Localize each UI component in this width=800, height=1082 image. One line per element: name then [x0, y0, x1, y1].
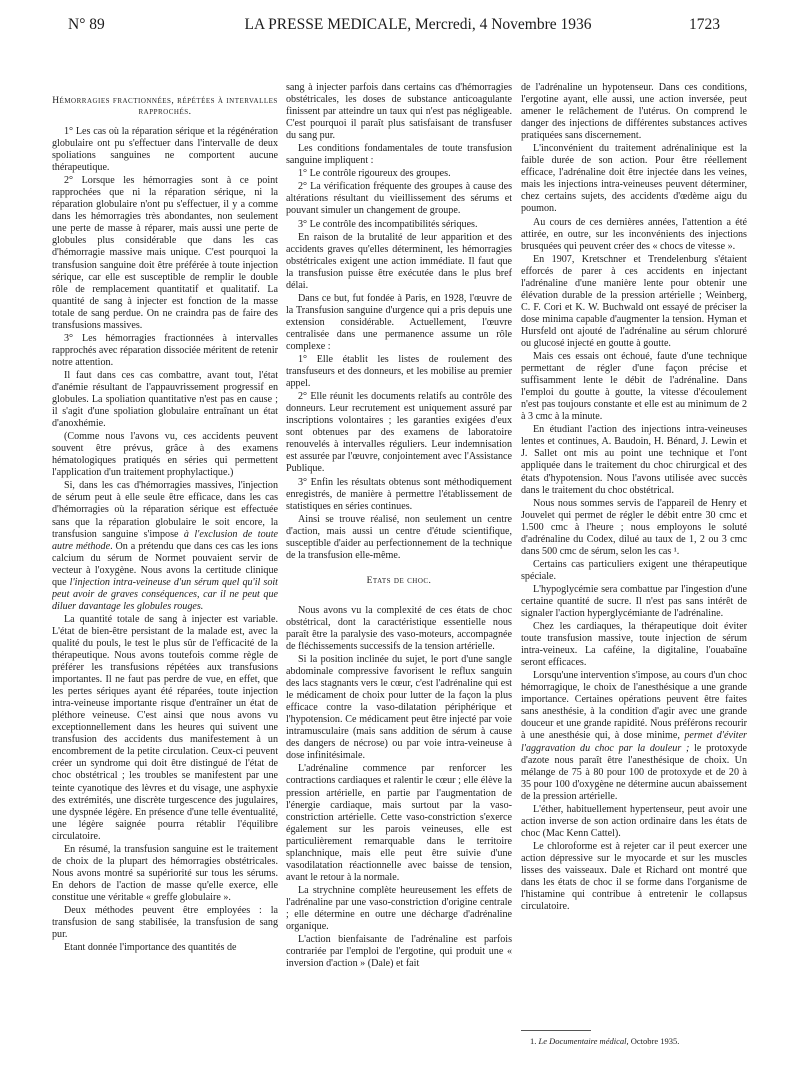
- paragraph: L'hypoglycémie sera combattue par l'ingestion d'une certaine quantité de sucre. Il n'est pas sans intérêt de signaler l'action hyperglycémiante de l'adrénaline.: [521, 583, 747, 620]
- paragraph: Les conditions fondamentales de toute transfusion sanguine impliquent :: [286, 143, 512, 167]
- italic-text: permet d'éviter l'aggravation du choc par la douleur ;: [521, 730, 747, 754]
- section-heading: Etats de choc.: [366, 575, 432, 586]
- publication-title: LA PRESSE MEDICALE, Mercredi, 4 Novembre 1936: [244, 16, 592, 33]
- paragraph: (Comme nous l'avons vu, ces accidents peuvent souvent être prévus, grâce à des examens hématologiques pratiqués en séries qui permettent l'application d'un traitement prophylactique.): [52, 431, 278, 479]
- text-run: Lorsqu'une intervention s'impose, au cours d'un choc hémorragique, le choix de l'anesthésique a une grande importance. Certaines opérations peuvent être faites sans anesthésie, à la condition d'agir avec une grande douceur et une grande rapidité. Nous préférons recourir à une anesthésie qui, à dose minime,: [521, 670, 747, 742]
- paragraph: La quantité totale de sang à injecter est variable. L'état de bien-être persistant de la malade est, avec la qualité du pouls, le test le plus sûr de l'efficacité de la thérapeutique. Nous avons toutefois comme règle de préférer les transfusions répétées aux transfusions importantes. Il ne faut pas perdre de vue, en effet, que les pertes sériques ayant été réparées, toute injection intra-veineuse importante risque d'entraîner un état de pléthore veineuse. C'est ainsi que nous avons vu exceptionnellement dans les heures qui suivent une transfusion des accidents dus manifestement à un encombrement de la petite circulation. Ceux-ci peuvent créer un syndrome qui doit être distingué de l'état de choc obstétrical ; les troubles se manifestent par une teinte cyanotique des lèvres et du visage, une asphyxie des extrémités, une discrète turgescence des jugulaires, une dyspnée légère. En présence d'une telle éventualité, une légère saignée pourra rétablir l'équilibre circulatoire.: [52, 613, 278, 842]
- paragraph: L'action bienfaisante de l'adrénaline est parfois contrariée par l'emploi de l'ergotine, qui produit une « inversion d'action » (Dale) et fait: [286, 934, 512, 970]
- text-run: le protoxyde d'azote nous paraît être l'anesthésique de choix. Un mélange de 75 à 80 pour 100 de protoxyde et de 20 à 35 pour 100 d'oxygène ne détermine aucun abaissement de la pression artérielle.: [521, 742, 747, 802]
- italic-text: à l'exclusion de toute autre méthode: [52, 528, 278, 552]
- paragraph: Si la position inclinée du sujet, le port d'une sangle abdominale compressive favorisent le reflux sanguin des lacs stagnants vers le cœur, c'est l'adrénaline qui est le médicament de choix pour lutter de la façon la plus efficace contre la vaso-dilatation périphérique et l'hypotension. Ce médicament peut être injecté par voie intramusculaire (mais sans addition de sérum à cause des dangers de nécrose) ou par voie intra-veineuse à dose infinitésimale.: [286, 654, 512, 762]
- paragraph: En résumé, la transfusion sanguine est le traitement de choix de la plupart des hémorragies obstétricales. Nous avons montré sa supériorité sur tous les sérums. En dehors de l'action de masse qu'elle exerce, elle constitue une véritable « greffe globulaire ».: [52, 843, 278, 903]
- paragraph: Mais ces essais ont échoué, faute d'une technique permettant de régler d'une façon précise et suffisamment lente le débit de l'adrénaline. Dans l'emploi du goutte à goutte, la vitesse d'écoulement n'est pas toujours constante et elle est au minimum de 2 à 3 cmc à la minute.: [521, 351, 747, 423]
- paragraph: Etant donnée l'importance des quantités de: [64, 942, 237, 954]
- footnote-number: 1.: [530, 1036, 537, 1046]
- paragraph: En étudiant l'action des injections intra-veineuses lentes et continues, A. Baudoin, H. Bénard, J. Lewin et J. Sallet ont mis au point une technique et l'ont appliquée dans le traitement du choc chirurgical et des états d'hypotension. Nous l'avons utilisée avec succès dans le traitement du choc obstétrical.: [521, 424, 747, 496]
- paragraph: Le chloroforme est à rejeter car il peut exercer une action dépressive sur le myocarde et sur les muscles lisses des vaisseaux. Dale et Richard ont montré que dans les états de choc il se forme dans l'organisme de l'histamine qui contribue à entretenir le collapsus circulatoire.: [521, 840, 747, 913]
- italic-text: l'injection intra-veineuse d'un sérum quel qu'il soit peut avoir de graves conséquences, car il ne peut que diluer davantage les globules rouges.: [52, 576, 278, 612]
- footnote-source: Le Documentaire médical,: [538, 1036, 629, 1046]
- paragraph: Il faut dans ces cas combattre, avant tout, l'état d'anémie résultant de l'appauvrissement progressif en globules. La spoliation quantitative n'est pas en cause ; il s'agit d'une spoliation globulaire entraînant un état d'anoxhémie.: [52, 369, 278, 430]
- paragraph: Nous nous sommes servis de l'appareil de Henry et Jouvelet qui permet de régler le débit entre 30 cmc et 1.500 cmc à l'heure ; nous employons le soluté d'adrénaline du Codex, dilué au taux de 1, 2 ou 3 cmc dans 500 cmc de sérum, selon les cas ¹.: [521, 497, 747, 557]
- paragraph: 1° Les cas où la réparation sérique et la régénération globulaire ont pu s'effectuer dans l'intervalle de deux spoliations sanguines ne comportent aucune thérapeutique.: [52, 126, 278, 174]
- column-2: [286, 82, 512, 971]
- paragraph: L'inconvénient du traitement adrénalinique est la faible durée de son action. Pour être réellement efficace, l'adrénaline doit être injectée dans les veines, mais les injections intra-veineuses peuvent déterminer, chez certains sujets, des accidents d'œdème aigu du poumon.: [521, 143, 747, 215]
- paragraph: 1° Le contrôle rigoureux des groupes.: [298, 168, 451, 180]
- paragraph: En raison de la brutalité de leur apparition et des accidents graves qu'elles déterminent, les hémorragies obstétricales exigent une action immédiate. Il faut que la transfusion puisse être exécutée dans le plus bref délai.: [286, 231, 512, 291]
- paragraph: Au cours de ces dernières années, l'attention a été attirée, en outre, sur les inconvénients des injections brusquées qui peuvent créer des « chocs de vitesse ».: [521, 216, 747, 252]
- paragraph: 2° Lorsque les hémorragies sont à ce point rapprochées que ni la réparation sérique, ni la réparation globulaire n'ont pu s'effectuer, il y a comme dans les hémorragies très abondantes, non seulement une perte de masse à réparer, mais aussi une perte de globules plus considérable que dans les cas d'hémorragie massive mais unique. C'est pourquoi la transfusion sanguine doit être préférée à toute injection sérique, car elle est susceptible de remplir le double rôle de remplacement quantitatif et qualitatif. La quantité de sang à injecter est fonction de la masse totale de sang perdue. On ne craindra pas de faire des transfusions massives.: [52, 175, 278, 331]
- paragraph: Certains cas particuliers exigent une thérapeutique spéciale.: [521, 558, 747, 582]
- paragraph: [521, 670, 747, 803]
- paragraph: L'éther, habituellement hypertenseur, peut avoir une action inverse de son action ordinaire dans les états de choc (Mac Kenn Cattel).: [521, 803, 747, 839]
- paragraph: de l'adrénaline un hypotenseur. Dans ces conditions, l'ergotine ayant, elle aussi, une action inversée, peut amener le relâchement de l'utérus. On comprend le danger des injections de différentes substances actives pratiquées sans discernement.: [521, 82, 747, 142]
- paragraph: 2° Elle réunit les documents relatifs au contrôle des donneurs. Leur recrutement est uniquement assuré par inscriptions volontaires ; les garanties exigées d'eux sont obtenues par des examens de laboratoire renouvelés à intervalles réguliers. Leur indemnisation est assurée par l'œuvre, conjointement avec l'Assistance Publique.: [286, 391, 512, 475]
- paragraph: Dans ce but, fut fondée à Paris, en 1928, l'œuvre de la Transfusion sanguine d'urgence qui a pris depuis une extension considérable. Actuellement, l'œuvre centralisée dans une permanence assume un rôle complexe :: [286, 292, 512, 352]
- paragraph: 2° La vérification fréquente des groupes à cause des altérations résultant du vieillissement des sérums et pouvant simuler un changement de groupe.: [286, 181, 512, 217]
- column-3: [521, 82, 747, 914]
- issue-number: N° 89: [68, 16, 105, 33]
- paragraph: sang à injecter parfois dans certains cas d'hémorragies obstétricales, les doses de substance anticoagulante finissent par atteindre un taux qui n'est pas négligeable. C'est pourquoi il paraît plus satisfaisant de transfuser du sang pur.: [286, 82, 512, 142]
- paragraph: 3° Les hémorragies fractionnées à intervalles rapprochés avec réparation dissociée méritent de retenir notre attention.: [52, 332, 278, 368]
- footnote: [530, 1036, 750, 1046]
- text-run: Si, dans les cas d'hémorragies massives, l'injection de sérum peut à elle seule être efficace, dans les cas d'hémorragies où la réparation sérique est effectuée sans que la réparation globulaire le soit encore, la transfusion sanguine s'impose: [52, 480, 278, 540]
- paragraph: Nous avons vu la complexité de ces états de choc obstétrical, dont la caractéristique essentielle nous paraît être la paralysie des vaso-moteurs, accompagnée de fléchissements successifs de la tension artérielle.: [286, 604, 512, 652]
- paragraph: 3° Le contrôle des incompatibilités sériques.: [298, 218, 478, 230]
- page-number: 1723: [689, 16, 720, 33]
- column-1: [52, 90, 278, 955]
- paragraph: L'adrénaline commence par renforcer les contractions cardiaques et ralentir le cœur ; elle élève la pression artérielle, en partie par l'augmentation de l'énergie cardiaque, mais surtout par la vaso-constriction artérielle. Cette vaso-constriction s'exerce également sur les parois veineuses, elle est particulièrement remarquable dans le territoire splanchnique, mais elle peut être suivie d'une vasodilatation réactionnelle avec baisse de tension, avant le retour à la normale.: [286, 763, 512, 883]
- paragraph: [52, 480, 278, 613]
- paragraph: Deux méthodes peuvent être employées : la transfusion de sang stabilisée, la transfusion de sang pur.: [52, 905, 278, 941]
- paragraph: 1° Elle établit les listes de roulement des transfuseurs et des donneurs, et les mobilise au premier appel.: [286, 354, 512, 390]
- paragraph: La strychnine complète heureusement les effets de l'adrénaline par une vaso-constriction d'origine centrale ; elle détermine en outre une décharge d'adrénaline organique.: [286, 884, 512, 933]
- paragraph: Ainsi se trouve réalisé, non seulement un centre d'action, mais aussi un centre d'étude scientifique, susceptible d'aider au perfectionnement de la technique de la transfusion elle-même.: [286, 513, 512, 561]
- footnote-divider: [521, 1030, 591, 1031]
- page-header: [68, 14, 720, 38]
- paragraph: 3° Enfin les résultats obtenus sont méthodiquement enregistrés, de manière à permettre l'établissement de statistiques en séries continues.: [286, 476, 512, 512]
- text-run: . On a prétendu que dans ces cas les ions calcium du sérum de Normet pouvaient servir de vecteur à l'oxygène. Nous avons la certitude clinique que: [52, 540, 278, 588]
- paragraph: En 1907, Kretschner et Trendelenburg s'étaient efforcés de parer à ces accidents en injectant l'adrénaline d'une manière lente pour obtenir une élévation durable de la pression artérielle ; Weinberg, C. F. Cori et K. W. Buchwald ont essayé de préciser la dose minima capable d'augmenter la tension. Hyman et Hursfeld ont ajouté de l'adrénaline au sérum chloruré ou glucosé injecté en goutte à goutte.: [521, 253, 747, 349]
- footnote-date: Octobre 1935.: [628, 1036, 680, 1046]
- paragraph: Chez les cardiaques, la thérapeutique doit éviter toute transfusion massive, toute injection de sérum intra-veineux. La caféine, la digitaline, l'ouabaïne seront efficaces.: [521, 621, 747, 669]
- section-heading: Hémorragies fractionnées, répétées à intervalles rapprochés.: [52, 96, 278, 117]
